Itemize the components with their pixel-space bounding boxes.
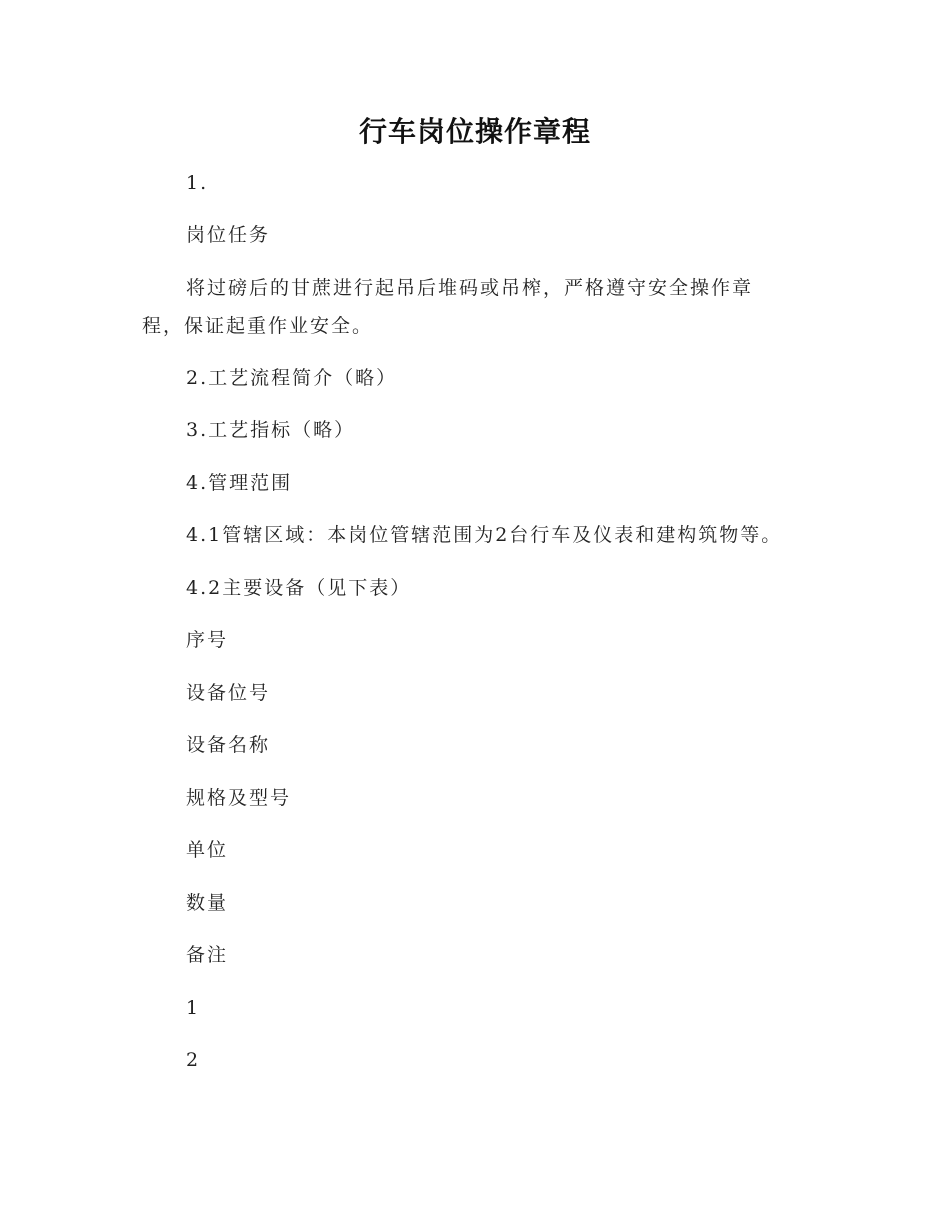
table-header-specification: 规格及型号	[186, 787, 292, 809]
table-header-equipment-name: 设备名称	[186, 734, 271, 756]
subsection-jurisdiction-area: 4.1管辖区域：本岗位管辖范围为2台行车及仪表和建构筑物等。	[186, 524, 783, 546]
section-process-flow: 2.工艺流程简介（略）	[186, 367, 398, 389]
section-number-1: 1.	[186, 172, 209, 194]
table-header-unit: 单位	[186, 839, 229, 861]
document-title: 行车岗位操作章程	[358, 115, 591, 148]
table-header-equipment-tag: 设备位号	[186, 682, 271, 704]
table-header-quantity: 数量	[186, 892, 229, 914]
job-task-description: 将过磅后的甘蔗进行起吊后堆码或吊榨，严格遵守安全操作章程，保证起重作业安全。	[142, 277, 754, 337]
table-header-serial-number: 序号	[186, 629, 229, 651]
table-header-remarks: 备注	[186, 944, 229, 966]
subsection-main-equipment: 4.2主要设备（见下表）	[186, 577, 412, 599]
section-process-indicators: 3.工艺指标（略）	[186, 419, 356, 441]
table-row-number-1: 1	[186, 997, 201, 1019]
table-row-number-2: 2	[186, 1049, 201, 1071]
section-management-scope: 4.管理范围	[186, 472, 293, 494]
section-heading-job-task: 岗位任务	[186, 224, 271, 246]
